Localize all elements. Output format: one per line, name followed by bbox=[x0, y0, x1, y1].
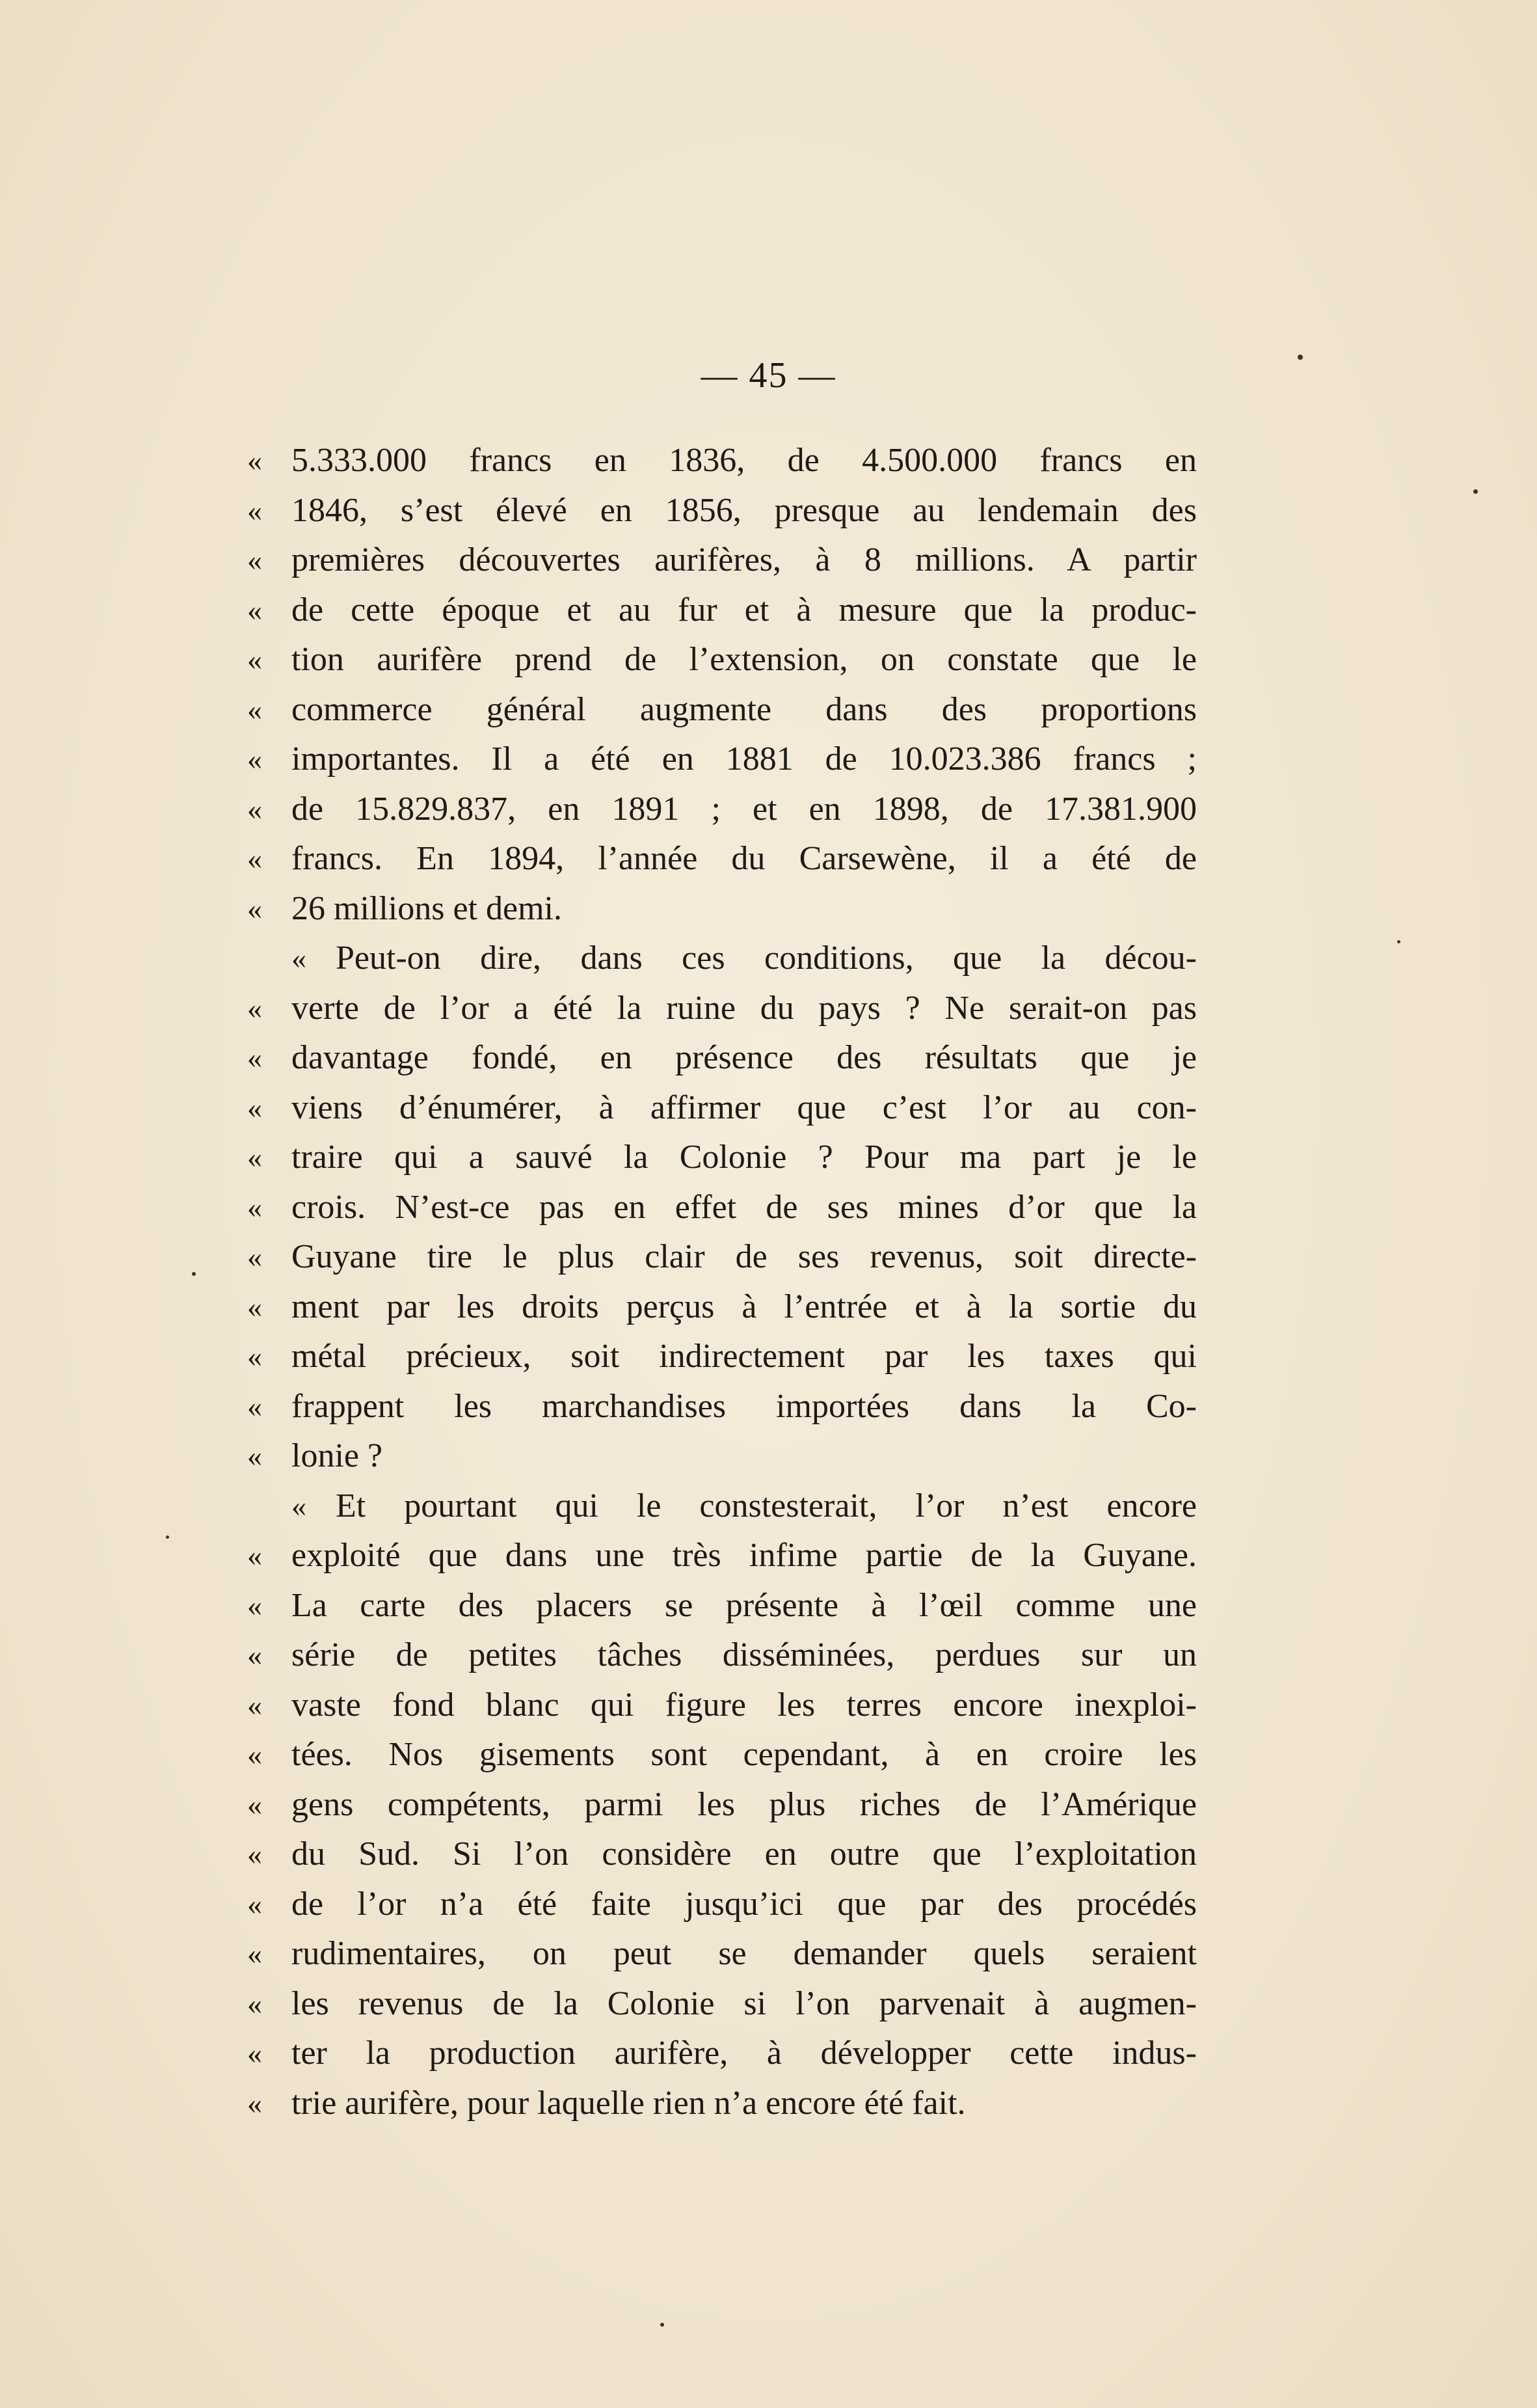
text-line bbox=[247, 1431, 1197, 1481]
guillemet-mark: « bbox=[247, 1787, 262, 1821]
line-text: premières découvertes aurifères, à 8 millions. A partir bbox=[291, 541, 1197, 578]
text-line bbox=[247, 1481, 1197, 1532]
text-line bbox=[247, 1382, 1197, 1432]
guillemet-mark: « bbox=[247, 1240, 262, 1273]
line-text: de 15.829.837, en 1891 ; et en 1898, de 17.381.900 bbox=[291, 790, 1197, 828]
guillemet-mark: « bbox=[291, 941, 306, 975]
line-text: francs. En 1894, l’année du Carsewène, il a été de bbox=[291, 840, 1197, 877]
line-text: ter la production aurifère, à développer cette indus- bbox=[291, 2035, 1197, 2072]
paper-speck bbox=[166, 1535, 169, 1539]
guillemet-mark: « bbox=[247, 1439, 262, 1472]
text-line bbox=[247, 1531, 1197, 1581]
text-line bbox=[247, 1083, 1197, 1133]
guillemet-mark: « bbox=[247, 543, 262, 576]
guillemet-mark: « bbox=[247, 1340, 262, 1373]
guillemet-mark: « bbox=[247, 1141, 262, 1174]
text-line bbox=[247, 1332, 1197, 1382]
line-text: verte de l’or a été la ruine du pays ? Ne serait-on pas bbox=[291, 989, 1197, 1027]
page-number: — 45 — bbox=[701, 355, 836, 396]
guillemet-mark: « bbox=[247, 1638, 262, 1671]
guillemet-mark: « bbox=[247, 2086, 262, 2120]
guillemet-mark: « bbox=[247, 493, 262, 527]
text-line bbox=[247, 1033, 1197, 1083]
paper-speck bbox=[1298, 355, 1303, 360]
line-text: gens compétents, parmi les plus riches de l’Amérique bbox=[291, 1785, 1197, 1823]
text-line bbox=[247, 1581, 1197, 1631]
text-line bbox=[247, 1979, 1197, 2029]
guillemet-mark: « bbox=[247, 1588, 262, 1622]
guillemet-mark: « bbox=[247, 1090, 262, 1124]
text-line bbox=[247, 1282, 1197, 1333]
text-line bbox=[247, 834, 1197, 884]
line-text: trie aurifère, pour laquelle rien n’a encore été fait. bbox=[291, 2084, 966, 2122]
text-line bbox=[247, 1630, 1197, 1681]
line-text: 26 millions et demi. bbox=[291, 889, 562, 927]
text-line bbox=[247, 1880, 1197, 1930]
text-line bbox=[247, 1929, 1197, 1979]
line-text: ment par les droits perçus à l’entrée et à la sortie du bbox=[291, 1288, 1197, 1325]
line-text: de l’or n’a été faite jusqu’ici que par des procédés bbox=[291, 1885, 1197, 1923]
text-line bbox=[247, 1780, 1197, 1830]
text-line bbox=[247, 535, 1197, 586]
guillemet-mark: « bbox=[247, 891, 262, 925]
line-text: Guyane tire le plus clair de ses revenus, soit directe- bbox=[291, 1238, 1197, 1275]
text-line bbox=[247, 436, 1197, 486]
line-text: frappent les marchandises importées dans la Co- bbox=[291, 1387, 1197, 1425]
line-text: du Sud. Si l’on considère en outre que l’exploitation bbox=[291, 1835, 1197, 1873]
line-text: exploité que dans une très infime partie de la Guyane. bbox=[291, 1537, 1197, 1574]
line-text: de cette époque et au fur et à mesure que la produc- bbox=[291, 591, 1197, 629]
guillemet-mark: « bbox=[247, 1738, 262, 1771]
line-text: tées. Nos gisements sont cependant, à en croire les bbox=[291, 1736, 1197, 1773]
line-text: importantes. Il a été en 1881 de 10.023.386 francs ; bbox=[291, 740, 1197, 778]
line-text: vaste fond blanc qui figure les terres encore inexploi- bbox=[291, 1686, 1197, 1724]
line-text: lonie ? bbox=[291, 1437, 383, 1474]
line-text: crois. N’est-ce pas en effet de ses mines d’or que la bbox=[291, 1188, 1197, 1226]
guillemet-mark: « bbox=[247, 1837, 262, 1871]
guillemet-mark: « bbox=[247, 593, 262, 627]
text-line bbox=[247, 685, 1197, 735]
line-text: 1846, s’est élevé en 1856, presque au lendemain des bbox=[291, 491, 1197, 529]
line-text: tion aurifère prend de l’extension, on constate que le bbox=[291, 641, 1197, 678]
text-line bbox=[247, 1183, 1197, 1233]
paper-speck bbox=[1473, 489, 1478, 494]
line-text: La carte des placers se présente à l’œil comme une bbox=[291, 1586, 1197, 1624]
guillemet-mark: « bbox=[247, 1190, 262, 1224]
text-line bbox=[247, 1232, 1197, 1282]
guillemet-mark: « bbox=[247, 1937, 262, 1970]
line-text: rudimentaires, on peut se demander quels seraient bbox=[291, 1935, 1197, 1972]
guillemet-mark: « bbox=[247, 692, 262, 726]
guillemet-mark: « bbox=[247, 1539, 262, 1572]
text-line bbox=[247, 2029, 1197, 2079]
line-text: métal précieux, soit indirectement par les taxes qui bbox=[291, 1338, 1197, 1375]
text-line bbox=[247, 486, 1197, 536]
text-line bbox=[247, 785, 1197, 835]
body-text bbox=[247, 436, 1197, 2128]
text-line bbox=[247, 2079, 1197, 2129]
guillemet-mark: « bbox=[247, 1986, 262, 2020]
guillemet-mark: « bbox=[291, 1489, 306, 1522]
text-line bbox=[247, 735, 1197, 785]
paper-speck bbox=[192, 1272, 196, 1276]
line-text: Et pourtant qui le constesterait, l’or n’est encore bbox=[336, 1487, 1197, 1524]
guillemet-mark: « bbox=[247, 1041, 262, 1074]
line-text: Peut-on dire, dans ces conditions, que la décou- bbox=[336, 940, 1197, 977]
line-text: traire qui a sauvé la Colonie ? Pour ma part je le bbox=[291, 1139, 1197, 1176]
text-line bbox=[247, 1830, 1197, 1880]
text-line bbox=[247, 635, 1197, 685]
guillemet-mark: « bbox=[247, 1688, 262, 1722]
guillemet-mark: « bbox=[247, 1389, 262, 1423]
guillemet-mark: « bbox=[247, 2036, 262, 2070]
line-text: davantage fondé, en présence des résultats que je bbox=[291, 1039, 1197, 1076]
line-text: les revenus de la Colonie si l’on parvenait à augmen- bbox=[291, 1984, 1197, 2022]
text-line bbox=[247, 984, 1197, 1034]
guillemet-mark: « bbox=[247, 792, 262, 826]
text-line bbox=[247, 1730, 1197, 1780]
guillemet-mark: « bbox=[247, 643, 262, 676]
guillemet-mark: « bbox=[247, 742, 262, 776]
line-text: série de petites tâches disséminées, perdues sur un bbox=[291, 1636, 1197, 1673]
text-line bbox=[247, 934, 1197, 984]
line-text: commerce général augmente dans des proportions bbox=[291, 690, 1197, 728]
guillemet-mark: « bbox=[247, 1290, 262, 1323]
guillemet-mark: « bbox=[247, 444, 262, 477]
line-text: 5.333.000 francs en 1836, de 4.500.000 francs en bbox=[291, 442, 1197, 479]
paper-speck bbox=[1397, 940, 1400, 943]
guillemet-mark: « bbox=[247, 1887, 262, 1921]
text-line bbox=[247, 586, 1197, 636]
text-line bbox=[247, 884, 1197, 934]
text-line bbox=[247, 1133, 1197, 1183]
text-line bbox=[247, 1681, 1197, 1731]
guillemet-mark: « bbox=[247, 842, 262, 875]
guillemet-mark: « bbox=[247, 991, 262, 1025]
paper-speck bbox=[660, 2323, 664, 2327]
line-text: viens d’énumérer, à affirmer que c’est l’or au con- bbox=[291, 1089, 1197, 1126]
